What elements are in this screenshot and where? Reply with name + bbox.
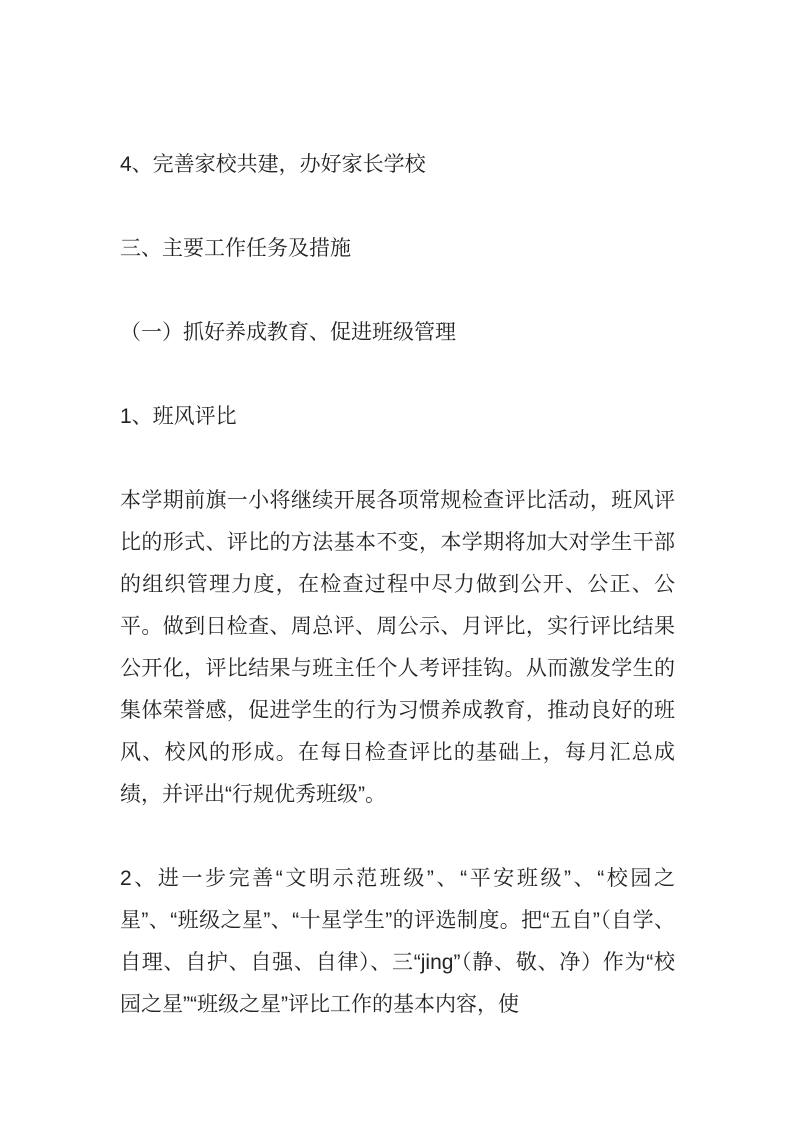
body-paragraph-1: 本学期前旗一小将继续开展各项常规检查评比活动，班风评比的形式、评比的方法基本不变，本学期将加大对学生干部的组织管理力度，在检查过程中尽力做到公开、公正、公平。做到日检查、周总评、周公示、月评比，实行评比结果公开化，评比结果与班主任个人考评挂钩。从而激发学生的集体荣誉感，促进学生的行为习惯养成教育，推动良好的班风、校风的形成。在每日检查评比的基础上，每月汇总成绩，并评出“行规优秀班级”。	[120, 489, 675, 806]
body-paragraph-2: 2、进一步完善“文明示范班级”、“平安班级”、“校园之星”、“班级之星”、“十星学生”的评选制度。把“五自”（自学、自理、自护、自强、自律）、三“jing”（静、敬、净）作为“校园之星”“班级之星”评比工作的基本内容，使	[120, 867, 675, 1016]
section-heading-three: 三、主要工作任务及措施	[120, 237, 351, 260]
heading-item-4: 4、完善家校共建，办好家长学校	[120, 153, 426, 176]
subsection-heading-one: （一）抓好养成教育、促进班级管理	[120, 321, 456, 344]
item-heading-1: 1、班风评比	[120, 405, 237, 428]
